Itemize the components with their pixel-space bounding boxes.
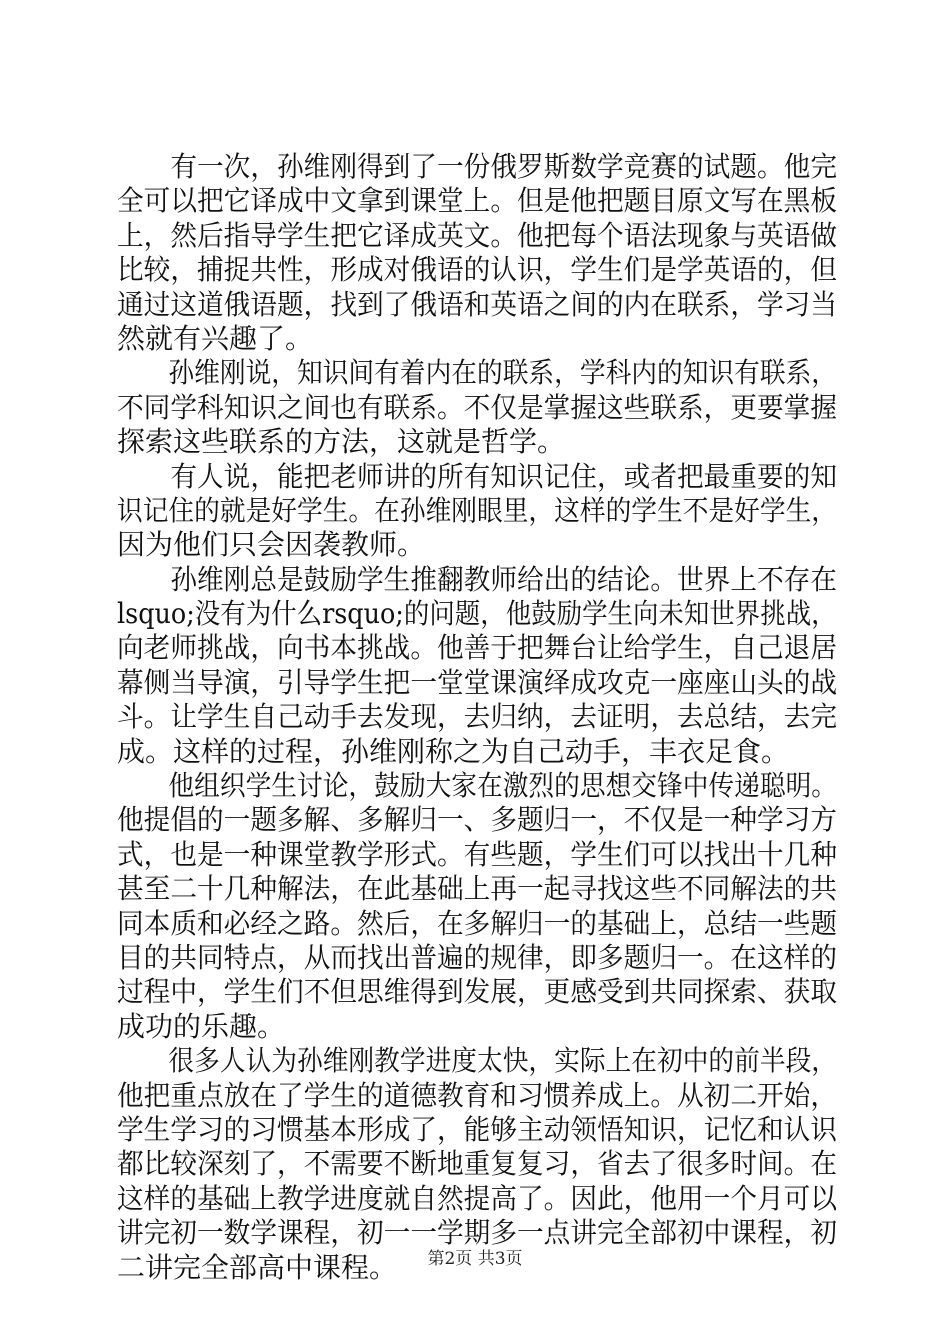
page-footer: 第2页 共3页 [427,1249,523,1269]
text-line: 上，然后指导学生把它译成英文。他把每个语法现象与英语做 [117,218,838,252]
text-line: lsquo;没有为什么rsquo;的问题，他鼓励学生向未知世界挑战， [117,597,837,631]
text-line: 向老师挑战，向书本挑战。他善于把舞台让给学生，自己退居 [117,631,838,665]
document-body [117,150,837,1285]
text-line: 成功的乐趣。 [117,1009,286,1043]
text-line: 成。这样的过程，孙维刚称之为自己动手，丰衣足食。 [117,734,790,768]
text-line: 通过这道俄语题，找到了俄语和英语之间的内在联系，学习当 [117,287,838,321]
text-line: 全可以把它译成中文拿到课堂上。但是他把题目原文写在黑板 [117,184,838,218]
text-line: 探索这些联系的方法，这就是哲学。 [117,425,566,459]
text-line: 讲完初一数学课程，初一一学期多一点讲完全部初中课程，初 [117,1216,838,1250]
text-line: 识记住的就是好学生。在孙维刚眼里，这样的学生不是好学生， [117,493,838,527]
text-line: 都比较深刻了，不需要不断地重复复习，省去了很多时间。在 [117,1147,838,1181]
text-line: 甚至二十几种解法，在此基础上再一起寻找这些不同解法的共 [117,872,838,906]
text-line: 很多人认为孙维刚教学进度太快，实际上在初中的前半段， [117,1044,838,1078]
text-line: 不同学科知识之间也有联系。不仅是掌握这些联系，更要掌握 [117,390,838,424]
text-line: 有一次，孙维刚得到了一份俄罗斯数学竞赛的试题。他完 [117,150,838,183]
text-line: 斗。让学生自己动手去发现，去归纳，去证明，去总结，去完 [117,700,838,734]
text-line: 过程中，学生们不但思维得到发展，更感受到共同探索、获取 [117,975,838,1009]
text-line: 目的共同特点，从而找出普遍的规律，即多题归一。在这样的 [117,940,838,974]
text-line: 比较，捕捉共性，形成对俄语的认识，学生们是学英语的，但 [117,253,838,287]
text-line: 有人说，能把老师讲的所有知识记住，或者把最重要的知 [117,459,838,493]
text-line: 这样的基础上教学进度就自然提高了。因此，他用一个月可以 [117,1181,838,1215]
text-line: 学生学习的习惯基本形成了，能够主动领悟知识，记忆和认识 [117,1112,838,1146]
text-line: 二讲完全部高中课程。 [117,1250,398,1284]
text-line: 因为他们只会因袭教师。 [117,528,426,562]
text-line: 同本质和必经之路。然后，在多解归一的基础上，总结一些题 [117,906,838,940]
text-line: 他提倡的一题多解、多解归一、多题归一，不仅是一种学习方 [117,803,838,837]
text-line: 然就有兴趣了。 [117,321,314,355]
text-line: 他把重点放在了学生的道德教育和习惯养成上。从初二开始， [117,1078,838,1112]
text-line: 式，也是一种课堂教学形式。有些题，学生们可以找出十几种 [117,837,838,871]
text-line: 他组织学生讨论，鼓励大家在激烈的思想交锋中传递聪明。 [117,769,838,803]
text-line: 幕侧当导演，引导学生把一堂堂课演绎成攻克一座座山头的战 [117,665,838,699]
text-line: 孙维刚总是鼓励学生推翻教师给出的结论。世界上不存在 [117,562,838,596]
text-line: 孙维刚说，知识间有着内在的联系，学科内的知识有联系， [117,356,838,390]
